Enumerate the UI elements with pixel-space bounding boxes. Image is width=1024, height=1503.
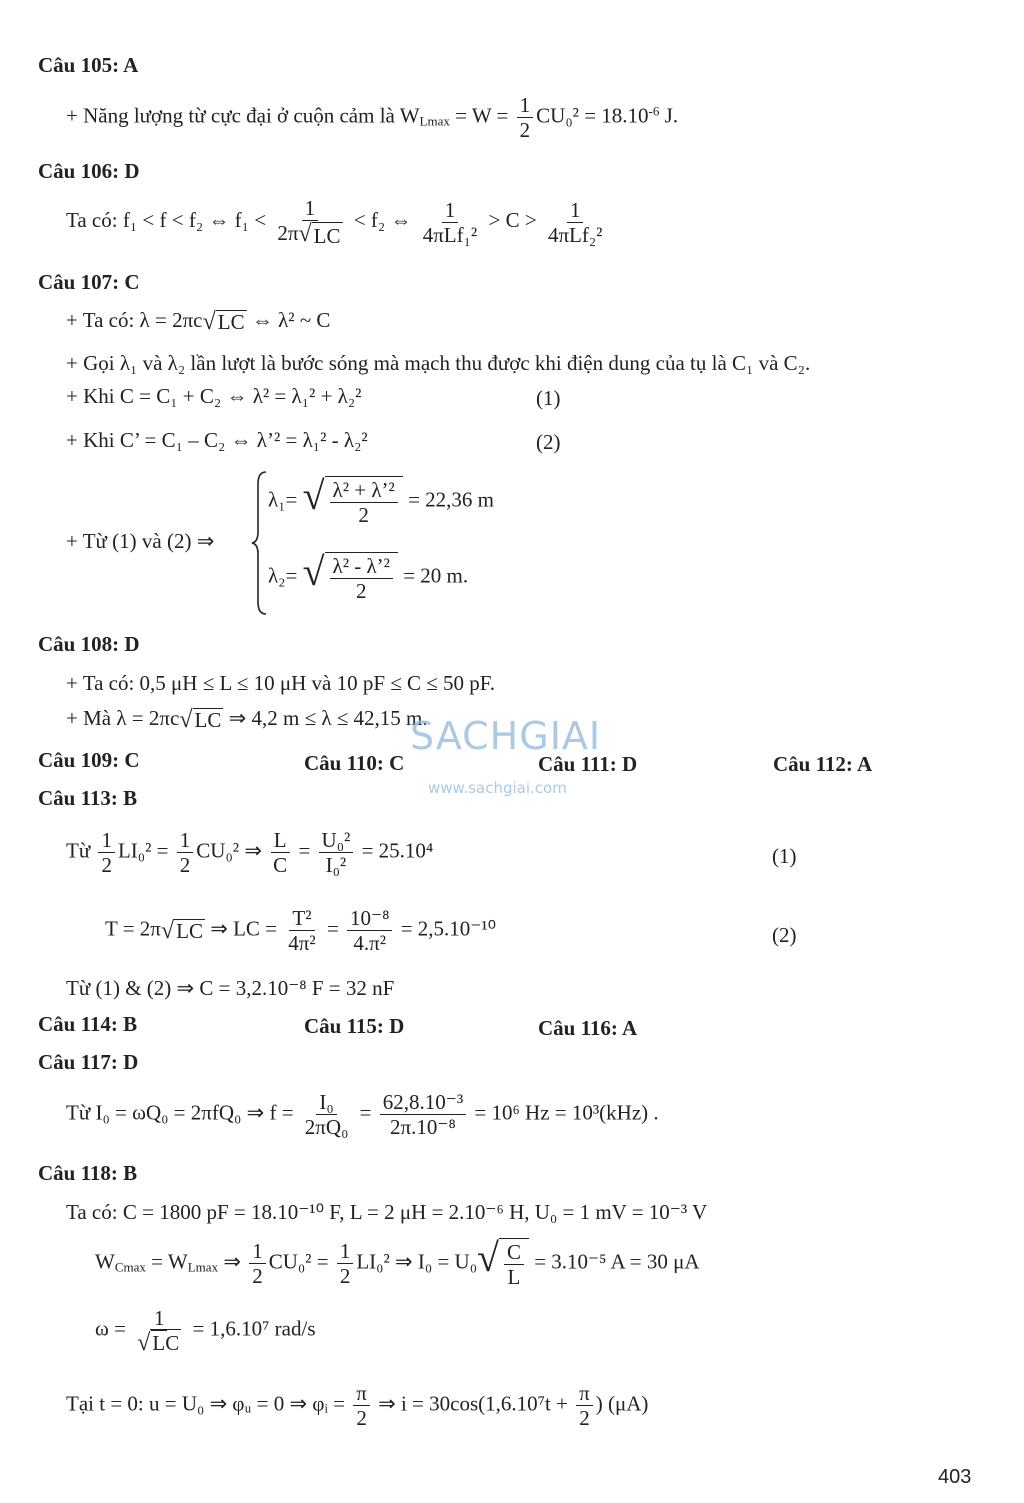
- heading-q108: Câu 108: D: [38, 632, 140, 656]
- q105-unit: J.: [659, 103, 679, 128]
- q106-frac1: 1 2π √ LC: [277, 196, 341, 249]
- watermark-url: www.sachgiai.com: [428, 779, 567, 797]
- heading-q105: Câu 105: A: [38, 53, 139, 77]
- q105-cu: CU₀²: [536, 103, 579, 128]
- heading-q112: Câu 112: A: [773, 752, 873, 776]
- q118-line4: Tại t = 0: u = U₀ ⇒ φᵤ = 0 ⇒ φᵢ = $\frac{\pi}{2}$ ⇒ i = 30cos(1,6.10⁷t + $\frac{\pi}{2}$ ) (μA): [66, 1381, 649, 1431]
- sqrt-c-over-l: √ $\frac{C}{L}$: [477, 1238, 529, 1289]
- q107-system-row1: λ₁= √ $\frac{\text{λ² + λ’²}}{2}$ = 22,36 m: [268, 473, 494, 528]
- heading-q111: Câu 111: D: [538, 752, 638, 776]
- heading-q107: Câu 107: C: [38, 270, 140, 294]
- q105-exp: -6: [648, 103, 660, 119]
- sqrt-fraction: √ $\frac{\text{λ² - λ’²}}{2}$: [303, 552, 398, 603]
- q113-eq-number-1: (1): [772, 844, 797, 868]
- heading-q115: Câu 115: D: [304, 1014, 405, 1038]
- q117-line: Từ I₀ = ωQ₀ = 2πfQ₀ ⇒ f = $\frac{\text{I₀}}{\text{2πQ₀}}$ = $\frac{\text{62,8.10⁻³}}{\text{2π.10⁻⁸}}$ = 10⁶ Hz = 10³(kHz) .: [66, 1090, 659, 1140]
- heading-q110: Câu 110: C: [304, 751, 405, 775]
- page-number: 403: [938, 1466, 972, 1488]
- q118-line3: ω = $\frac{1}{√LC}$ = 1,6.10⁷ rad/s: [95, 1306, 316, 1357]
- q107-system-row2: λ₂= √ $\frac{\text{λ² - λ’²}}{2}$ = 20 m.: [268, 549, 469, 604]
- q113-line2: T = 2π √ LC ⇒ LC = $\frac{\text{T²}}{\text{4π²}}$ = $\frac{\text{10⁻⁸}}{\text{4.π²}}$ = 2,5.10⁻¹⁰: [105, 906, 497, 956]
- q105-end: = 18.10: [578, 103, 649, 128]
- heading-q109: Câu 109: C: [38, 748, 140, 772]
- q118-line1: Ta có: C = 1800 pF = 18.10⁻¹⁰ F, L = 2 μH = 2.10⁻⁶ H, U₀ = 1 mV = 10⁻³ V: [66, 1200, 708, 1224]
- sqrt-lc: √ LC: [298, 220, 341, 249]
- q107-eq-number-1: (1): [536, 386, 561, 410]
- sqrt-lc: √LC: [137, 1329, 180, 1357]
- heading-q106: Câu 106: D: [38, 159, 140, 183]
- q107-line2: + Gọi λ₁ và λ₂ lần lượt là bước sóng mà mạch thu được khi điện dung của tụ là C₁ và C₂.: [66, 351, 811, 375]
- heading-q118: Câu 118: B: [38, 1161, 138, 1185]
- q107-eq-number-2: (2): [536, 430, 561, 454]
- heading-q113: Câu 113: B: [38, 786, 138, 810]
- sqrt-fraction: √ $\frac{\text{λ² + λ’²}}{2}$: [303, 476, 403, 527]
- watermark-logo: SACHGIAI: [410, 714, 602, 758]
- q118-line2: $W_{Cmax} = W_{Lmax}$ ⇒ $\frac{1}{2}$ CU₀² = $\frac{1}{2}$ LI₀² ⇒ I₀ = U₀ √ $\frac{C}{L}$ = 3.10⁻⁵ A = 30 μA: [95, 1235, 700, 1290]
- q113-line3: Từ (1) & (2) ⇒ C = 3,2.10⁻⁸ F = 32 nF: [66, 976, 395, 1000]
- q106-frac2: 1 4πLf₁²: [422, 197, 478, 247]
- q105-sub: Lmax: [419, 113, 450, 129]
- sqrt-lc: √ LC: [202, 308, 245, 336]
- q106-frac3: 1 4πLf₂²: [547, 197, 603, 247]
- q107-line1: + Ta có: λ = 2πc √ LC ⇔ λ² ~ C: [66, 308, 331, 336]
- fraction-half: $\frac{1}{2}$: [517, 93, 534, 142]
- heading-q117: Câu 117: D: [38, 1050, 139, 1074]
- q107-line4: + Khi C’ = C₁ – C₂ ⇔ λ’² = λ₁² - λ₂²: [66, 428, 368, 452]
- q108-line1: + Ta có: 0,5 μH ≤ L ≤ 10 μH và 10 pF ≤ C ≤ 50 pF.: [66, 671, 496, 695]
- heading-q116: Câu 116: A: [538, 1016, 638, 1040]
- q108-line2: + Mà λ = 2πc √ LC ⇒ 4,2 m ≤ λ ≤ 42,15 m.: [66, 706, 428, 734]
- sqrt-lc: √ LC: [160, 916, 203, 944]
- q113-line1: Từ $\frac{1}{2}$ LI₀² = $\frac{1}{2}$ CU₀² ⇒ $\frac{L}{C}$ = $\frac{\text{U₀²}}{\text{I₀²}}$ = 25.10⁴: [66, 828, 434, 878]
- heading-q114: Câu 114: B: [38, 1012, 138, 1036]
- sqrt-lc: √ LC: [179, 706, 222, 734]
- q105-text: + Năng lượng từ cực đại ở cuộn cảm là W: [66, 103, 420, 128]
- q105-line: [66, 93, 678, 142]
- q107-line5: + Từ (1) và (2) ⇒: [66, 529, 215, 553]
- q113-eq-number-2: (2): [772, 923, 797, 947]
- system-brace: [250, 470, 270, 616]
- q105-mid: = W =: [449, 103, 514, 128]
- q106-line: Ta có: f₁ < f < f₂ ⇔ f₁ < 1 2π √ LC < f₂ ⇔ 1 4πLf₁² > C > 1 4πLf₂²: [66, 196, 608, 248]
- q107-line3: + Khi C = C₁ + C₂ ⇔ λ² = λ₁² + λ₂²: [66, 384, 362, 408]
